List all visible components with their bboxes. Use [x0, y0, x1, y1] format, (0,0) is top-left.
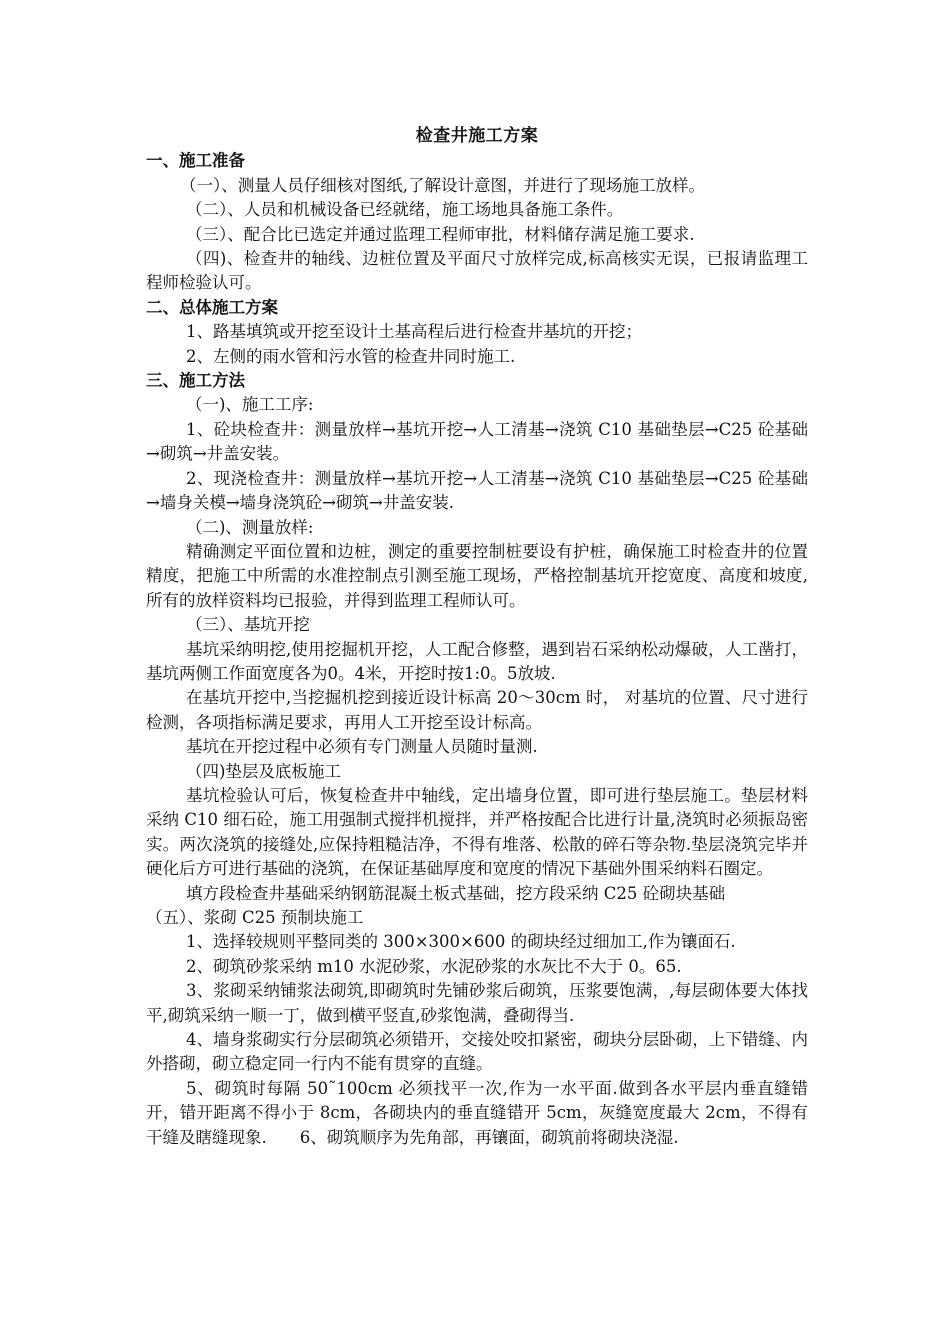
paragraph: （一)、施工工序: [186, 395, 314, 415]
paragraph: （四)、检查井的轴线、边桩位置及平面尺寸放样完成,标高核实无误，已报请监理工程师检验认可。 [146, 249, 808, 293]
paragraph: （四)垫层及底板施工 [186, 761, 341, 781]
paragraph: （二）、人员和机械设备已经就绪，施工场地具备施工条件。 [186, 200, 624, 220]
paragraph: （三）、配合比已选定并通过监理工程师审批，材料储存满足施工要求. [186, 224, 695, 244]
paragraph: 1、路基填筑或开挖至设计土基高程后进行检查井基坑的开挖； [186, 322, 642, 342]
paragraph: （一）、测量人员仔细核对图纸,了解设计意图，并进行了现场施工放样。 [180, 175, 705, 195]
paragraph: 1、砼块检查井：测量放样→基坑开挖→人工清基→浇筑 C10 基础垫层→C25 砼基础→砌筑→井盖安装。 [146, 419, 808, 464]
paragraph: 2、左侧的雨水管和污水管的检查井同时施工. [186, 346, 516, 366]
paragraph: （三）、基坑开挖 [186, 615, 310, 635]
paragraph: 基坑在开挖过程中必须有专门测量人员随时量测. [186, 737, 538, 757]
section-heading-overall-plan: 二、总体施工方案 [146, 297, 278, 317]
section-heading-methods: 三、施工方法 [146, 371, 245, 391]
paragraph: 在基坑开挖中,当挖掘机挖到接近设计标高 20～30cm 时， 对基坑的位置、尺寸进行检测，各项指标满足要求，再用人工开挖至设计标高。 [146, 688, 808, 732]
paragraph: 基坑采纳明挖,使用挖掘机开挖，人工配合修整，遇到岩石采纳松动爆破，人工凿打，基坑两侧工作面宽度各为0。4米，开挖时按1:0。5放坡. [146, 639, 808, 683]
paragraph: （五）、浆砌 C25 预制块施工 [146, 908, 364, 927]
paragraph: 1、选择较规则平整同类的 300×300×600 的砌块经过细加工,作为镶面石. [186, 932, 736, 952]
section-heading-preparation: 一、施工准备 [146, 151, 245, 171]
paragraph: 精确测定平面位置和边桩，测定的重要控制桩要设有护桩，确保施工时检查井的位置精度，把施工中所需的水准控制点引测至施工现场，严格控制基坑开挖宽度、高度和坡度,所有的放样资料均已报验，并得到监理工程师认可。 [146, 541, 808, 610]
document-title: 检查井施工方案 [415, 126, 539, 146]
paragraph: （二)、测量放样: [186, 517, 314, 537]
paragraph: 2、现浇检查井：测量放样→基坑开挖→人工清基→浇筑 C10 基础垫层→C25 砼基础→墙身关模→墙身浇筑砼→砌筑→井盖安装. [146, 468, 808, 513]
document-page [146, 124, 808, 1150]
paragraph: 2、砌筑砂浆采纳 m10 水泥砂浆，水泥砂浆的水灰比不大于 0。65. [186, 956, 682, 976]
paragraph: 基坑检验认可后，恢复检查井中轴线，定出墙身位置，即可进行垫层施工。垫层材料采纳 C10 细石砼，施工用强制式搅拌机搅拌，并严格按配合比进行计量,浇筑时必须振岛密实。两次浇筑的接缝处,应保持粗糙洁净，不得有堆落、松散的碎石等杂物.垫层浇筑完毕并硬化后方可进行基础的浇筑，在保证基础厚度和宽度的情况下基础外围采纳料石圈定。 [146, 785, 808, 879]
paragraph: 填方段检查井基础采纳钢筋混凝土板式基础，挖方段采纳 C25 砼砌块基础 [186, 883, 726, 903]
paragraph: 3、浆砌采纳铺浆法砌筑,即砌筑时先铺砂浆后砌筑，压浆要饱满，,每层砌体要大体找平,砌筑采纳一顺一丁，做到横平竖直,砂浆饱满，叠砌得当. [146, 981, 808, 1025]
paragraph: 4、墙身浆砌实行分层砌筑必须错开，交接处咬扣紧密，砌块分层卧砌，上下错缝、内外搭砌，砌立稳定同一行内不能有贯穿的直缝。 [146, 1030, 808, 1074]
paragraph: 5、砌筑时每隔 50˜100cm 必须找平一次,作为一水平面.做到各水平层内垂直缝错开，错开距离不得小于 8cm，各砌块内的垂直缝错开 5cm，灰缝宽度最大 2cm，不得有干缝及瞎缝现象. 6、砌筑顺序为先角部，再镶面，砌筑前将砌块浇湿. [146, 1078, 808, 1147]
